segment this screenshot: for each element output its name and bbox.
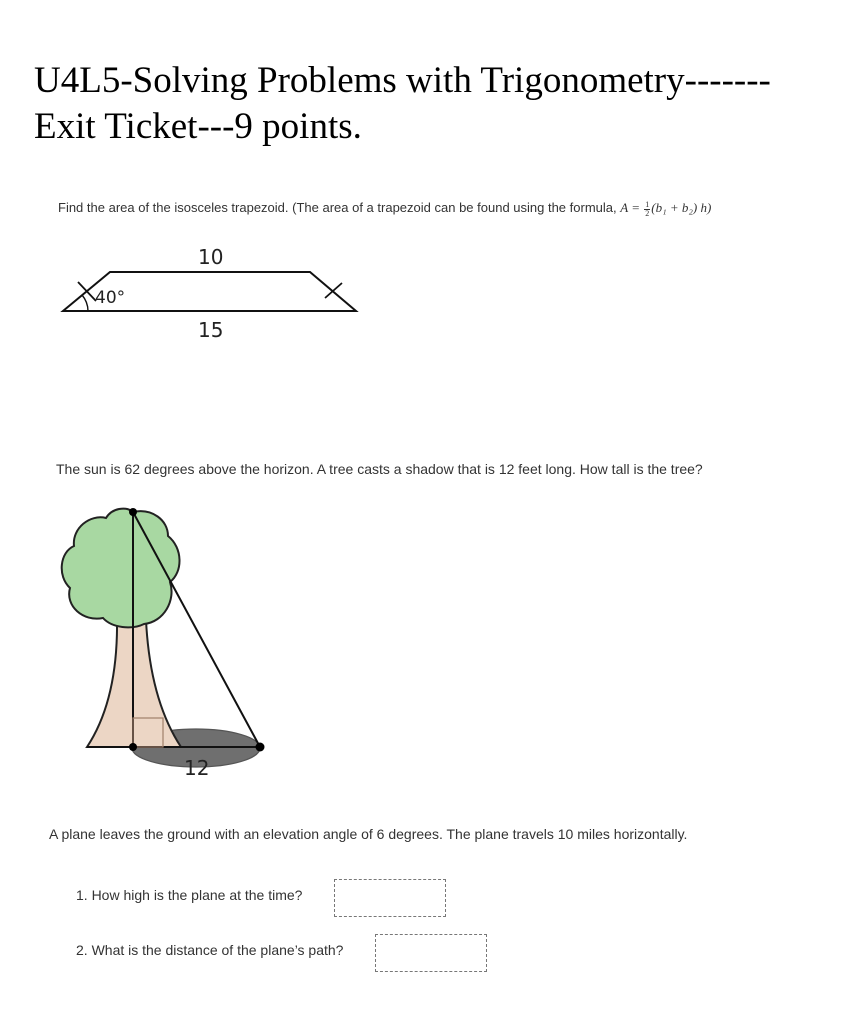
question-3-text: A plane leaves the ground with an elevation angle of 6 degrees. The plane travels 10 miles horizontally. (49, 826, 688, 842)
shadow-length-label: 12 (184, 756, 210, 780)
angle-arc (82, 295, 88, 311)
subquestion-2: 2. What is the distance of the plane’s path? (76, 942, 344, 958)
question-1-prompt: Find the area of the isosceles trapezoid. (The area of a trapezoid can be found using the formula, (58, 200, 617, 215)
tree-base-point (129, 743, 137, 751)
subquestion-1: 1. How high is the plane at the time? (76, 887, 303, 903)
formula-fraction: $\frac{1}{2}$ (645, 199, 650, 218)
answer-2-input[interactable] (375, 934, 487, 972)
bottom-base-label: 15 (198, 318, 224, 342)
tree-canopy (62, 509, 180, 628)
tree-diagram (62, 508, 265, 780)
tree-top-point (129, 508, 137, 516)
question-2-text: The sun is 62 degrees above the horizon. A tree casts a shadow that is 12 feet long. How tall is the tree? (56, 461, 703, 477)
shadow-end-point (256, 743, 265, 752)
angle-label: 40° (95, 288, 126, 308)
page-title: U4L5-Solving Problems with Trigonometry-------Exit Ticket---9 points. (34, 60, 771, 147)
top-base-label: 10 (198, 245, 224, 269)
area-formula: A = $\frac{1}{2}$ (b₁ + b₂) h) (620, 199, 712, 218)
answer-1-input[interactable] (334, 879, 446, 917)
